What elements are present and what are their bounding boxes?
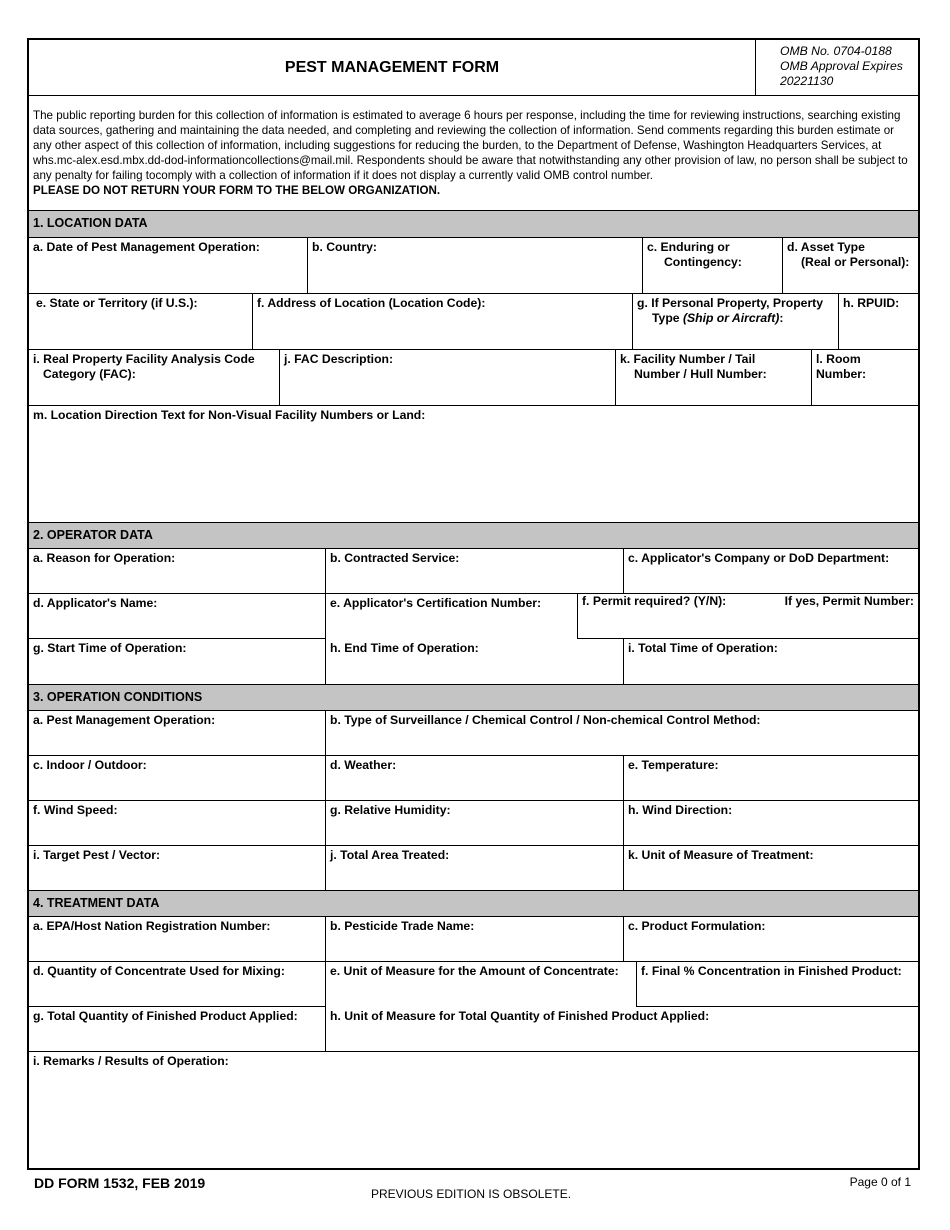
country-label: b. Country: <box>312 240 377 254</box>
relative-humidity-label: g. Relative Humidity: <box>330 803 451 817</box>
operator-row-3 <box>29 639 918 684</box>
form-header <box>29 40 918 96</box>
total-time-field[interactable] <box>624 639 918 684</box>
total-quantity-applied-field[interactable] <box>29 1007 326 1051</box>
certification-number-label: e. Applicator's Certification Number: <box>330 596 542 610</box>
final-concentration-field[interactable] <box>637 962 918 1007</box>
permit-required-label: f. Permit required? (Y/N): <box>582 594 727 608</box>
surveillance-method-field[interactable] <box>326 711 918 755</box>
fac-description-field[interactable] <box>280 350 616 405</box>
date-of-operation-label: a. Date of Pest Management Operation: <box>33 240 260 254</box>
treatment-row-3 <box>29 1007 918 1052</box>
enduring-label: c. Enduring or <box>647 240 730 254</box>
target-pest-label: i. Target Pest / Vector: <box>33 848 161 862</box>
conditions-row-4 <box>29 846 918 890</box>
asset-type-sublabel: (Real or Personal): <box>801 255 910 269</box>
page-indicator: Page 0 of 1 <box>849 1175 911 1189</box>
permit-number-label: If yes, Permit Number: <box>784 594 914 608</box>
final-concentration-label: f. Final % Concentration in Finished Product: <box>641 964 902 978</box>
room-number-label: l. Room Number: <box>816 352 867 381</box>
room-number-field[interactable] <box>812 350 918 405</box>
remarks-label: i. Remarks / Results of Operation: <box>33 1054 229 1068</box>
permit-field[interactable] <box>578 594 918 639</box>
product-formulation-field[interactable] <box>624 917 918 961</box>
operator-row-2 <box>29 594 918 639</box>
asset-type-field[interactable] <box>783 238 918 293</box>
operator-row-1 <box>29 549 918 594</box>
facility-number-label: k. Facility Number / Tail <box>620 352 756 366</box>
unit-of-measure-treatment-label: k. Unit of Measure of Treatment: <box>628 848 814 862</box>
treatment-row-1 <box>29 917 918 962</box>
unit-measure-total-quantity-label: h. Unit of Measure for Total Quantity of Finished Product Applied: <box>330 1009 710 1023</box>
target-pest-field[interactable] <box>29 846 326 890</box>
personal-property-type-field[interactable] <box>633 294 839 349</box>
relative-humidity-field[interactable] <box>326 801 624 845</box>
total-time-label: i. Total Time of Operation: <box>628 641 778 655</box>
address-location-label: f. Address of Location (Location Code): <box>257 296 486 310</box>
location-direction-field[interactable] <box>29 406 918 522</box>
omb-info <box>756 40 918 95</box>
indoor-outdoor-label: c. Indoor / Outdoor: <box>33 758 147 772</box>
conditions-row-2 <box>29 756 918 801</box>
wind-speed-label: f. Wind Speed: <box>33 803 118 817</box>
section-location-data-header: 1. LOCATION DATA <box>29 210 918 238</box>
rpuid-label: h. RPUID: <box>843 296 900 310</box>
unit-of-measure-treatment-field[interactable] <box>624 846 918 890</box>
weather-field[interactable] <box>326 756 624 800</box>
location-row-3 <box>29 350 918 406</box>
conditions-row-1 <box>29 711 918 756</box>
total-quantity-applied-label: g. Total Quantity of Finished Product Applied: <box>33 1009 298 1023</box>
property-type-sublabel: Type (Ship or Aircraft): <box>652 311 784 325</box>
applicator-company-field[interactable] <box>624 549 918 593</box>
section-operation-conditions-header: 3. OPERATION CONDITIONS <box>29 684 918 711</box>
contracted-service-label: b. Contracted Service: <box>330 551 460 565</box>
wind-direction-field[interactable] <box>624 801 918 845</box>
rpuid-field[interactable] <box>839 294 918 349</box>
registration-number-label: a. EPA/Host Nation Registration Number: <box>33 919 271 933</box>
omb-date: 20221130 <box>780 74 834 88</box>
asset-type-label: d. Asset Type <box>787 240 865 254</box>
facility-number-sublabel: Number / Hull Number: <box>634 367 767 381</box>
wind-direction-label: h. Wind Direction: <box>628 803 733 817</box>
quantity-concentrate-label: d. Quantity of Concentrate Used for Mixing: <box>33 964 285 978</box>
pesticide-trade-name-field[interactable] <box>326 917 624 961</box>
facility-number-field[interactable] <box>616 350 812 405</box>
conditions-row-3 <box>29 801 918 846</box>
end-time-field[interactable] <box>326 639 624 684</box>
indoor-outdoor-field[interactable] <box>29 756 326 800</box>
pest-management-operation-field[interactable] <box>29 711 326 755</box>
fac-category-sublabel: Category (FAC): <box>43 367 136 381</box>
pesticide-trade-name-label: b. Pesticide Trade Name: <box>330 919 475 933</box>
form-id: DD FORM 1532, FEB 2019 <box>34 1175 206 1191</box>
previous-edition-note: PREVIOUS EDITION IS OBSOLETE. <box>371 1187 572 1201</box>
registration-number-field[interactable] <box>29 917 326 961</box>
state-territory-label: e. State or Territory (if U.S.): <box>36 296 198 310</box>
section-treatment-data-header: 4. TREATMENT DATA <box>29 890 918 917</box>
start-time-label: g. Start Time of Operation: <box>33 641 187 655</box>
unit-measure-concentrate-field[interactable] <box>326 962 637 1007</box>
personal-property-label: g. If Personal Property, Property <box>637 296 824 310</box>
section-operator-data-header: 2. OPERATOR DATA <box>29 522 918 549</box>
fac-description-label: j. FAC Description: <box>284 352 394 366</box>
unit-measure-concentrate-label: e. Unit of Measure for the Amount of Concentrate: <box>330 964 619 978</box>
location-row-2 <box>29 294 918 350</box>
unit-measure-total-quantity-field[interactable] <box>326 1007 918 1051</box>
contingency-label: Contingency: <box>664 255 742 269</box>
certification-number-field[interactable] <box>326 594 578 639</box>
temperature-label: e. Temperature: <box>628 758 719 772</box>
applicator-name-field[interactable] <box>29 594 326 639</box>
end-time-label: h. End Time of Operation: <box>330 641 479 655</box>
surveillance-method-label: b. Type of Surveillance / Chemical Control / Non-chemical Control Method: <box>330 713 761 727</box>
location-row-1 <box>29 238 918 294</box>
pest-management-operation-label: a. Pest Management Operation: <box>33 713 216 727</box>
omb-number: OMB No. 0704-0188 <box>780 44 892 58</box>
pest-management-form <box>27 38 920 1170</box>
total-area-treated-label: j. Total Area Treated: <box>330 848 450 862</box>
quantity-concentrate-field[interactable] <box>29 962 326 1007</box>
address-location-field[interactable] <box>253 294 633 349</box>
fac-category-label: i. Real Property Facility Analysis Code <box>33 352 255 366</box>
applicator-company-label: c. Applicator's Company or DoD Department: <box>628 551 890 565</box>
product-formulation-label: c. Product Formulation: <box>628 919 766 933</box>
form-title: PEST MANAGEMENT FORM <box>29 40 756 95</box>
reason-operation-label: a. Reason for Operation: <box>33 551 176 565</box>
temperature-field[interactable] <box>624 756 918 800</box>
state-territory-field[interactable] <box>29 294 253 349</box>
total-area-treated-field[interactable] <box>326 846 624 890</box>
country-field[interactable] <box>308 238 643 293</box>
burden-text: The public reporting burden for this collection of information is estimated to average 6 hours per response, including the time for reviewing instructions, searching existing data sources, gathering and maintaining the data needed, and completing and reviewing the collection of information. Send comments regarding this burden estimate or any other aspect of this collection of information, including suggestions for reducing the burden, to the Department of Defense, Washington Headquarters Services, at whs.mc-alex.esd.mbx.dd-dod-informationcollections@mail.mil. Respondents should be aware that notwithstanding any other provision of law, no person shall be subject to any penalty for failing tocomply with a collection of information if it does not display a currently valid OMB control number. <box>33 109 908 182</box>
location-direction-label: m. Location Direction Text for Non-Visual Facility Numbers or Land: <box>33 408 426 422</box>
start-time-field[interactable] <box>29 639 326 684</box>
weather-label: d. Weather: <box>330 758 397 772</box>
contracted-service-field[interactable] <box>326 549 624 593</box>
wind-speed-field[interactable] <box>29 801 326 845</box>
omb-approval: OMB Approval Expires <box>780 59 903 73</box>
treatment-row-2 <box>29 962 918 1007</box>
remarks-field[interactable] <box>29 1052 918 1168</box>
fac-category-field[interactable] <box>29 350 280 405</box>
burden-statement <box>29 108 918 208</box>
enduring-contingency-field[interactable] <box>643 238 783 293</box>
applicator-name-label: d. Applicator's Name: <box>33 596 158 610</box>
burden-warning: PLEASE DO NOT RETURN YOUR FORM TO THE BELOW ORGANIZATION. <box>33 184 441 197</box>
reason-operation-field[interactable] <box>29 549 326 593</box>
date-of-operation-field[interactable] <box>29 238 308 293</box>
